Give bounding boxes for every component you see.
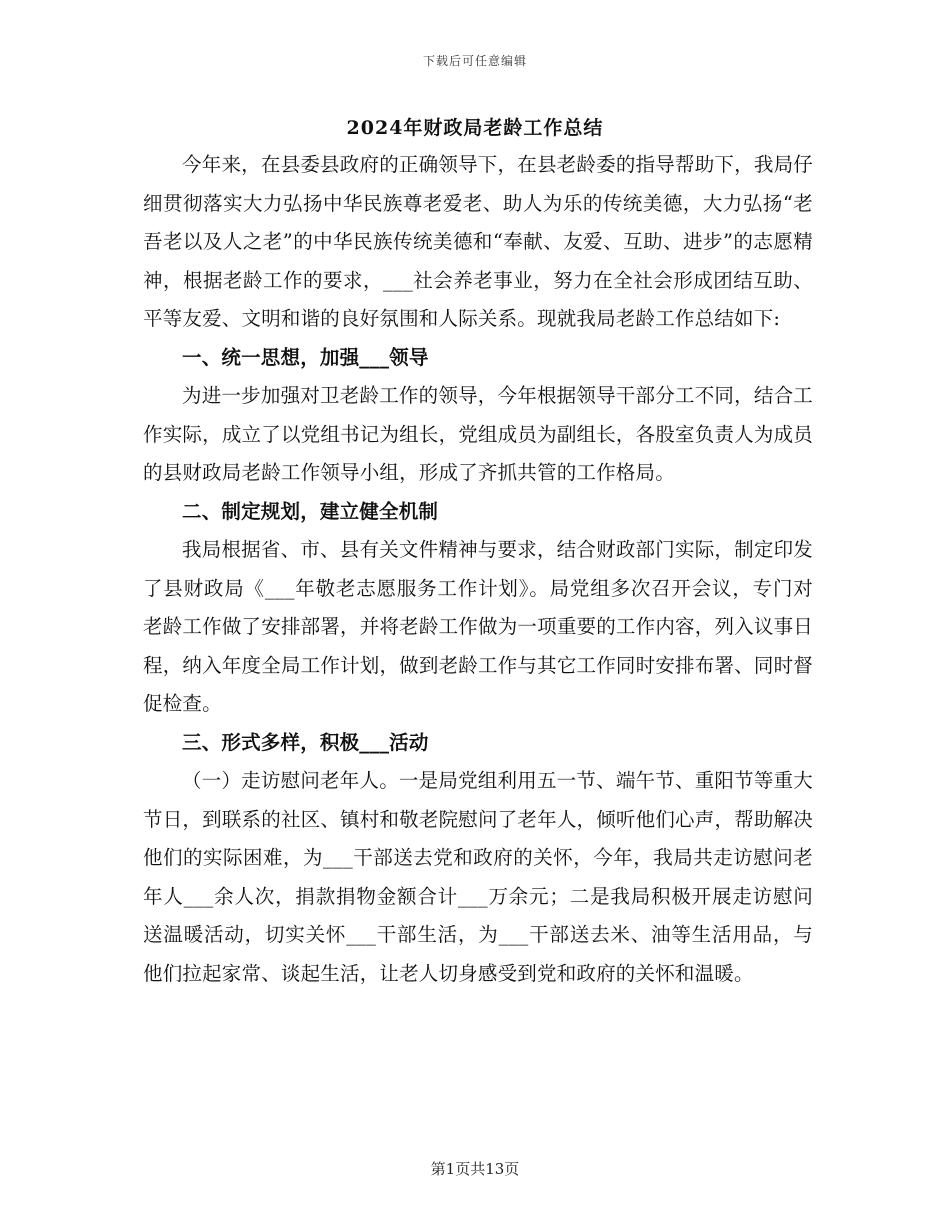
section-heading-3: 三、形式多样，积极___活动: [182, 730, 429, 754]
document-body: [143, 146, 813, 993]
section-1-paragraph: 为进一步加强对卫老龄工作的领导，今年根据领导干部分工不同，结合工作实际，成立了以党组书记为组长，党组成员为副组长，各股室负责人为成员的县财政局老龄工作领导小组，形成了齐抓共管的工作格局。: [143, 384, 813, 484]
document-title: 2024年财政局老龄工作总结: [346, 117, 604, 139]
page-footer: 第1页共13页: [430, 1160, 520, 1178]
section-heading-1: 一、统一思想，加强___领导: [182, 345, 429, 369]
page-header: 下载后可任意编辑: [422, 54, 527, 68]
section-heading-2: 二、制定规划，建立健全机制: [182, 499, 439, 523]
section-3-paragraph: （一）走访慰问老年人。一是局党组利用五一节、端午节、重阳节等重大节日，到联系的社区、镇村和敬老院慰问了老年人，倾听他们心声，帮助解决他们的实际困难，为___干部送去党和政府的关怀，今年，我局共走访慰问老年人___余人次，捐款捐物金额合计___万余元；二是我局积极开展走访慰问送温暖活动，切实关怀___干部生活，为___干部送去米、油等生活用品，与他们拉起家常、谈起生活，让老人切身感受到党和政府的关怀和温暖。: [143, 769, 813, 985]
intro-paragraph: 今年来，在县委县政府的正确领导下，在县老龄委的指导帮助下，我局仔细贯彻落实大力弘扬中华民族尊老爱老、助人为乐的传统美德，大力弘扬“老吾老以及人之老”的中华民族传统美德和“奉献、友爱、互助、进步”的志愿精神，根据老龄工作的要求，___社会养老事业，努力在全社会形成团结互助、平等友爱、文明和谐的良好氛围和人际关系。现就我局老龄工作总结如下:: [143, 153, 813, 330]
section-2-paragraph: 我局根据省、市、县有关文件精神与要求，结合财政部门实际，制定印发了县财政局《___年敬老志愿服务工作计划》。局党组多次召开会议，专门对老龄工作做了安排部署，并将老龄工作做为一项重要的工作内容，列入议事日程，纳入年度全局工作计划，做到老龄工作与其它工作同时安排布署、同时督促检查。: [143, 538, 813, 715]
